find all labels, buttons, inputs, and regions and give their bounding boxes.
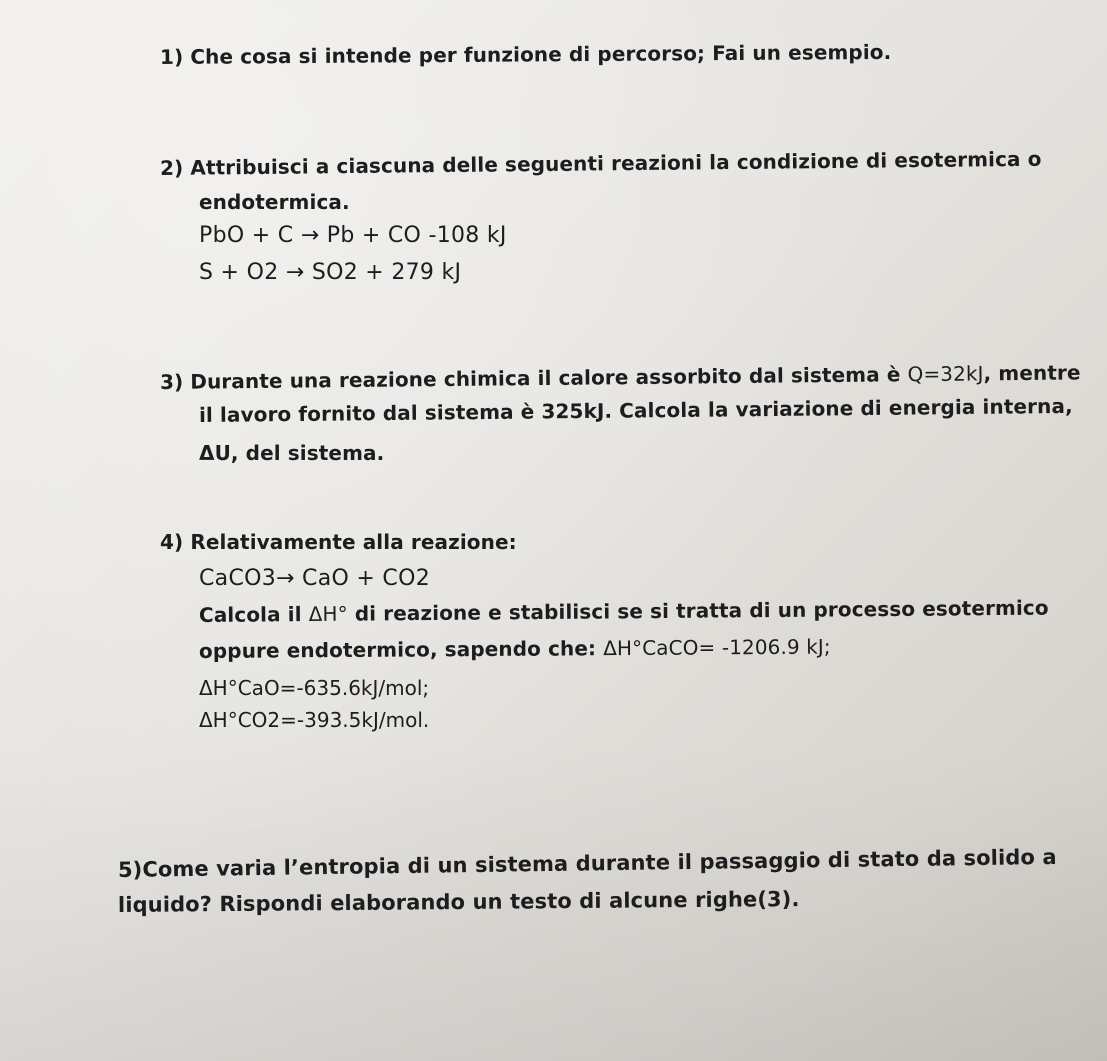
question-4-text-line-3 [198, 634, 831, 663]
question-2-text-line-1: 2) Attribuisci a ciascuna delle seguenti reazioni la condizione di esotermica o [159, 146, 1042, 180]
question-3-text-line-1-a: 3) Durante una reazione chimica il calore assorbito dal sistema è [159, 362, 908, 394]
delta-h-cao: ΔH°CaO=-635.6kJ/mol; [199, 676, 430, 700]
question-1-text: 1) Che cosa si intende per funzione di percorso; Fai un esempio. [159, 39, 892, 69]
question-3-text-line-1-c: , mentre [983, 360, 1081, 386]
delta-h-co2: ΔH°CO2=-393.5kJ/mol. [199, 708, 430, 732]
reaction-caco3: CaCO3→ CaO + CO2 [199, 566, 430, 591]
question-5-text-line-1: 5)Come varia l’entropia di un sistema durante il passaggio di stato da solido a [117, 844, 1057, 882]
question-3-text-line-2: il lavoro fornito dal sistema è 325kJ. Calcola la variazione di energia interna, [198, 393, 1073, 427]
question-5-text-line-2: liquido? Rispondi elaborando un testo di alcune righe(3). [117, 887, 800, 917]
question-2-text-line-2: endotermica. [199, 190, 350, 214]
reaction-so2: S + O2 → SO2 + 279 kJ [199, 260, 462, 285]
question-4-text-line-3-a: oppure endotermico, sapendo che: [198, 636, 604, 663]
heat-value: Q=32kJ [907, 361, 984, 387]
question-3-text-line-1 [160, 362, 1081, 392]
delta-h-label: ΔH° [308, 601, 348, 627]
question-4-text-line-2 [198, 595, 1049, 627]
question-4-text-line-2-c: di reazione e stabilisci se si tratta di un processo esotermico [347, 595, 1049, 626]
question-4-text-line-2-a: Calcola il [198, 602, 309, 627]
reaction-pbo: PbO + C → Pb + CO -108 kJ [199, 223, 507, 248]
delta-h-caco3: ΔH°CaCO= -1206.9 kJ; [603, 634, 831, 661]
question-3-text-line-3: ΔU, del sistema. [199, 441, 385, 465]
question-4-text-line-1: 4) Relativamente alla reazione: [160, 530, 517, 554]
